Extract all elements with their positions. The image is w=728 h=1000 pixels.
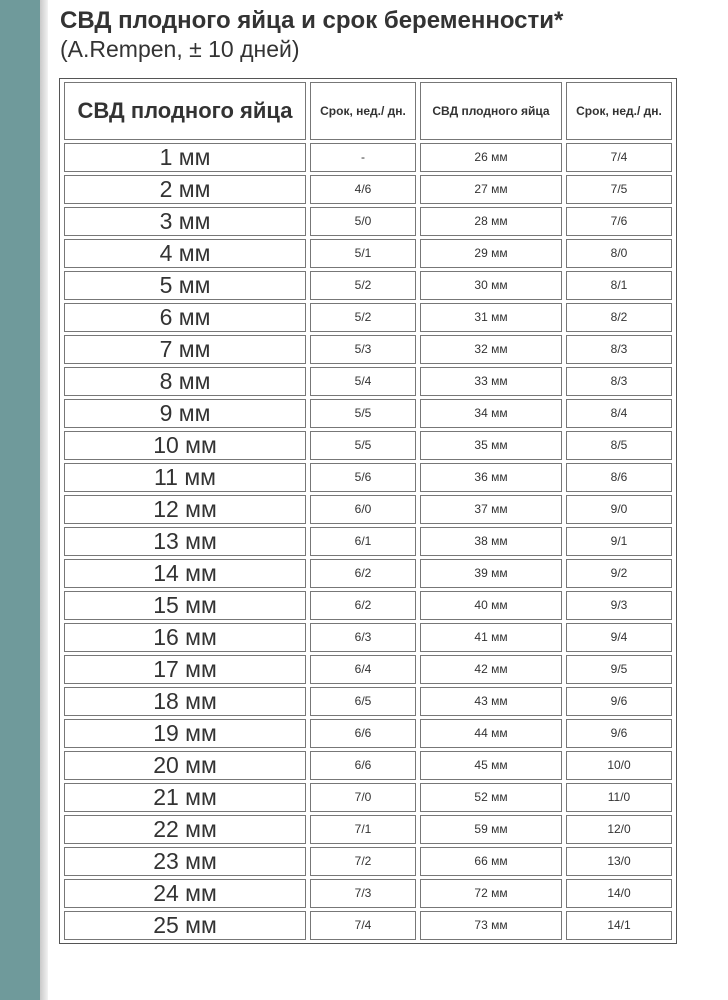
cell-term-2: 7/4 (566, 143, 672, 172)
table-row (64, 463, 672, 492)
header-svd-2: СВД плодного яйца (420, 82, 562, 140)
cell-term-1: 5/3 (310, 335, 416, 364)
table-body (64, 143, 672, 940)
cell-term-2: 8/3 (566, 335, 672, 364)
cell-svd-1: 20 мм (64, 751, 306, 780)
cell-term-2: 8/5 (566, 431, 672, 460)
cell-svd-2: 29 мм (420, 239, 562, 268)
table-row (64, 751, 672, 780)
table-row (64, 719, 672, 748)
cell-term-2: 8/0 (566, 239, 672, 268)
cell-svd-2: 66 мм (420, 847, 562, 876)
cell-term-1: 5/1 (310, 239, 416, 268)
page-title: СВД плодного яйца и срок беременности* (60, 7, 564, 34)
cell-term-2: 13/0 (566, 847, 672, 876)
cell-svd-1: 24 мм (64, 879, 306, 908)
cell-svd-2: 44 мм (420, 719, 562, 748)
cell-term-1: 6/4 (310, 655, 416, 684)
table-row (64, 655, 672, 684)
cell-svd-1: 12 мм (64, 495, 306, 524)
cell-svd-2: 36 мм (420, 463, 562, 492)
cell-svd-1: 2 мм (64, 175, 306, 204)
table-row (64, 815, 672, 844)
cell-term-1: 6/6 (310, 719, 416, 748)
cell-term-1: 7/0 (310, 783, 416, 812)
table-row (64, 367, 672, 396)
cell-term-1: 6/6 (310, 751, 416, 780)
table-header-row (64, 82, 672, 140)
cell-term-2: 9/1 (566, 527, 672, 556)
cell-svd-2: 37 мм (420, 495, 562, 524)
cell-svd-2: 34 мм (420, 399, 562, 428)
table-row (64, 143, 672, 172)
cell-svd-1: 16 мм (64, 623, 306, 652)
cell-term-1: 6/2 (310, 591, 416, 620)
cell-svd-2: 33 мм (420, 367, 562, 396)
cell-svd-2: 72 мм (420, 879, 562, 908)
header-term-1: Срок, нед./ дн. (310, 82, 416, 140)
table-row (64, 527, 672, 556)
cell-term-1: 6/3 (310, 623, 416, 652)
cell-term-1: - (310, 143, 416, 172)
cell-svd-2: 41 мм (420, 623, 562, 652)
cell-svd-1: 6 мм (64, 303, 306, 332)
cell-svd-2: 31 мм (420, 303, 562, 332)
cell-svd-1: 5 мм (64, 271, 306, 300)
table-row (64, 207, 672, 236)
left-background-strip (0, 0, 40, 1000)
cell-svd-1: 17 мм (64, 655, 306, 684)
cell-svd-1: 22 мм (64, 815, 306, 844)
cell-term-1: 6/2 (310, 559, 416, 588)
cell-term-1: 4/6 (310, 175, 416, 204)
cell-svd-2: 28 мм (420, 207, 562, 236)
cell-svd-1: 1 мм (64, 143, 306, 172)
cell-term-2: 8/6 (566, 463, 672, 492)
cell-term-2: 9/5 (566, 655, 672, 684)
cell-term-1: 5/5 (310, 431, 416, 460)
cell-svd-2: 27 мм (420, 175, 562, 204)
table-row (64, 399, 672, 428)
cell-svd-1: 19 мм (64, 719, 306, 748)
cell-term-2: 9/4 (566, 623, 672, 652)
cell-svd-2: 30 мм (420, 271, 562, 300)
cell-svd-2: 52 мм (420, 783, 562, 812)
cell-svd-1: 8 мм (64, 367, 306, 396)
cell-svd-1: 14 мм (64, 559, 306, 588)
table-row (64, 495, 672, 524)
table-row (64, 911, 672, 940)
cell-term-1: 6/1 (310, 527, 416, 556)
cell-term-2: 7/5 (566, 175, 672, 204)
cell-term-1: 5/0 (310, 207, 416, 236)
cell-svd-1: 9 мм (64, 399, 306, 428)
cell-term-2: 8/4 (566, 399, 672, 428)
cell-term-2: 9/0 (566, 495, 672, 524)
cell-term-1: 5/5 (310, 399, 416, 428)
cell-svd-1: 23 мм (64, 847, 306, 876)
cell-svd-2: 43 мм (420, 687, 562, 716)
cell-term-1: 7/1 (310, 815, 416, 844)
cell-svd-1: 15 мм (64, 591, 306, 620)
cell-term-2: 9/2 (566, 559, 672, 588)
cell-svd-1: 4 мм (64, 239, 306, 268)
table-row (64, 687, 672, 716)
cell-term-2: 7/6 (566, 207, 672, 236)
cell-svd-2: 42 мм (420, 655, 562, 684)
table-row (64, 271, 672, 300)
cell-term-2: 9/3 (566, 591, 672, 620)
cell-svd-1: 10 мм (64, 431, 306, 460)
table-row (64, 591, 672, 620)
cell-term-2: 12/0 (566, 815, 672, 844)
cell-svd-2: 26 мм (420, 143, 562, 172)
cell-svd-1: 7 мм (64, 335, 306, 364)
cell-term-1: 7/2 (310, 847, 416, 876)
table-row (64, 879, 672, 908)
cell-svd-2: 73 мм (420, 911, 562, 940)
cell-svd-2: 38 мм (420, 527, 562, 556)
cell-term-2: 8/3 (566, 367, 672, 396)
cell-term-1: 5/4 (310, 367, 416, 396)
header-svd-main: СВД плодного яйца (64, 82, 306, 140)
cell-svd-2: 39 мм (420, 559, 562, 588)
paper-edge-shadow (40, 0, 48, 1000)
table-row (64, 303, 672, 332)
cell-term-1: 7/3 (310, 879, 416, 908)
cell-term-2: 9/6 (566, 687, 672, 716)
cell-term-2: 8/1 (566, 271, 672, 300)
cell-svd-2: 40 мм (420, 591, 562, 620)
cell-svd-1: 3 мм (64, 207, 306, 236)
cell-svd-1: 25 мм (64, 911, 306, 940)
cell-term-1: 5/6 (310, 463, 416, 492)
cell-term-2: 9/6 (566, 719, 672, 748)
svd-gestation-table (59, 78, 677, 944)
cell-term-1: 7/4 (310, 911, 416, 940)
table-row (64, 431, 672, 460)
cell-svd-1: 13 мм (64, 527, 306, 556)
table-row (64, 239, 672, 268)
cell-svd-1: 18 мм (64, 687, 306, 716)
cell-term-1: 5/2 (310, 271, 416, 300)
page-subtitle: (A.Rempen, ± 10 дней) (60, 36, 300, 62)
cell-svd-1: 21 мм (64, 783, 306, 812)
cell-term-1: 6/0 (310, 495, 416, 524)
cell-svd-2: 35 мм (420, 431, 562, 460)
table-row (64, 175, 672, 204)
header-term-2: Срок, нед./ дн. (566, 82, 672, 140)
cell-term-1: 6/5 (310, 687, 416, 716)
cell-svd-2: 45 мм (420, 751, 562, 780)
table-row (64, 847, 672, 876)
cell-svd-1: 11 мм (64, 463, 306, 492)
cell-term-1: 5/2 (310, 303, 416, 332)
cell-term-2: 11/0 (566, 783, 672, 812)
table-row (64, 783, 672, 812)
cell-svd-2: 59 мм (420, 815, 562, 844)
cell-svd-2: 32 мм (420, 335, 562, 364)
cell-term-2: 8/2 (566, 303, 672, 332)
cell-term-2: 14/1 (566, 911, 672, 940)
cell-term-2: 10/0 (566, 751, 672, 780)
table-row (64, 623, 672, 652)
cell-term-2: 14/0 (566, 879, 672, 908)
table-row (64, 335, 672, 364)
table-row (64, 559, 672, 588)
